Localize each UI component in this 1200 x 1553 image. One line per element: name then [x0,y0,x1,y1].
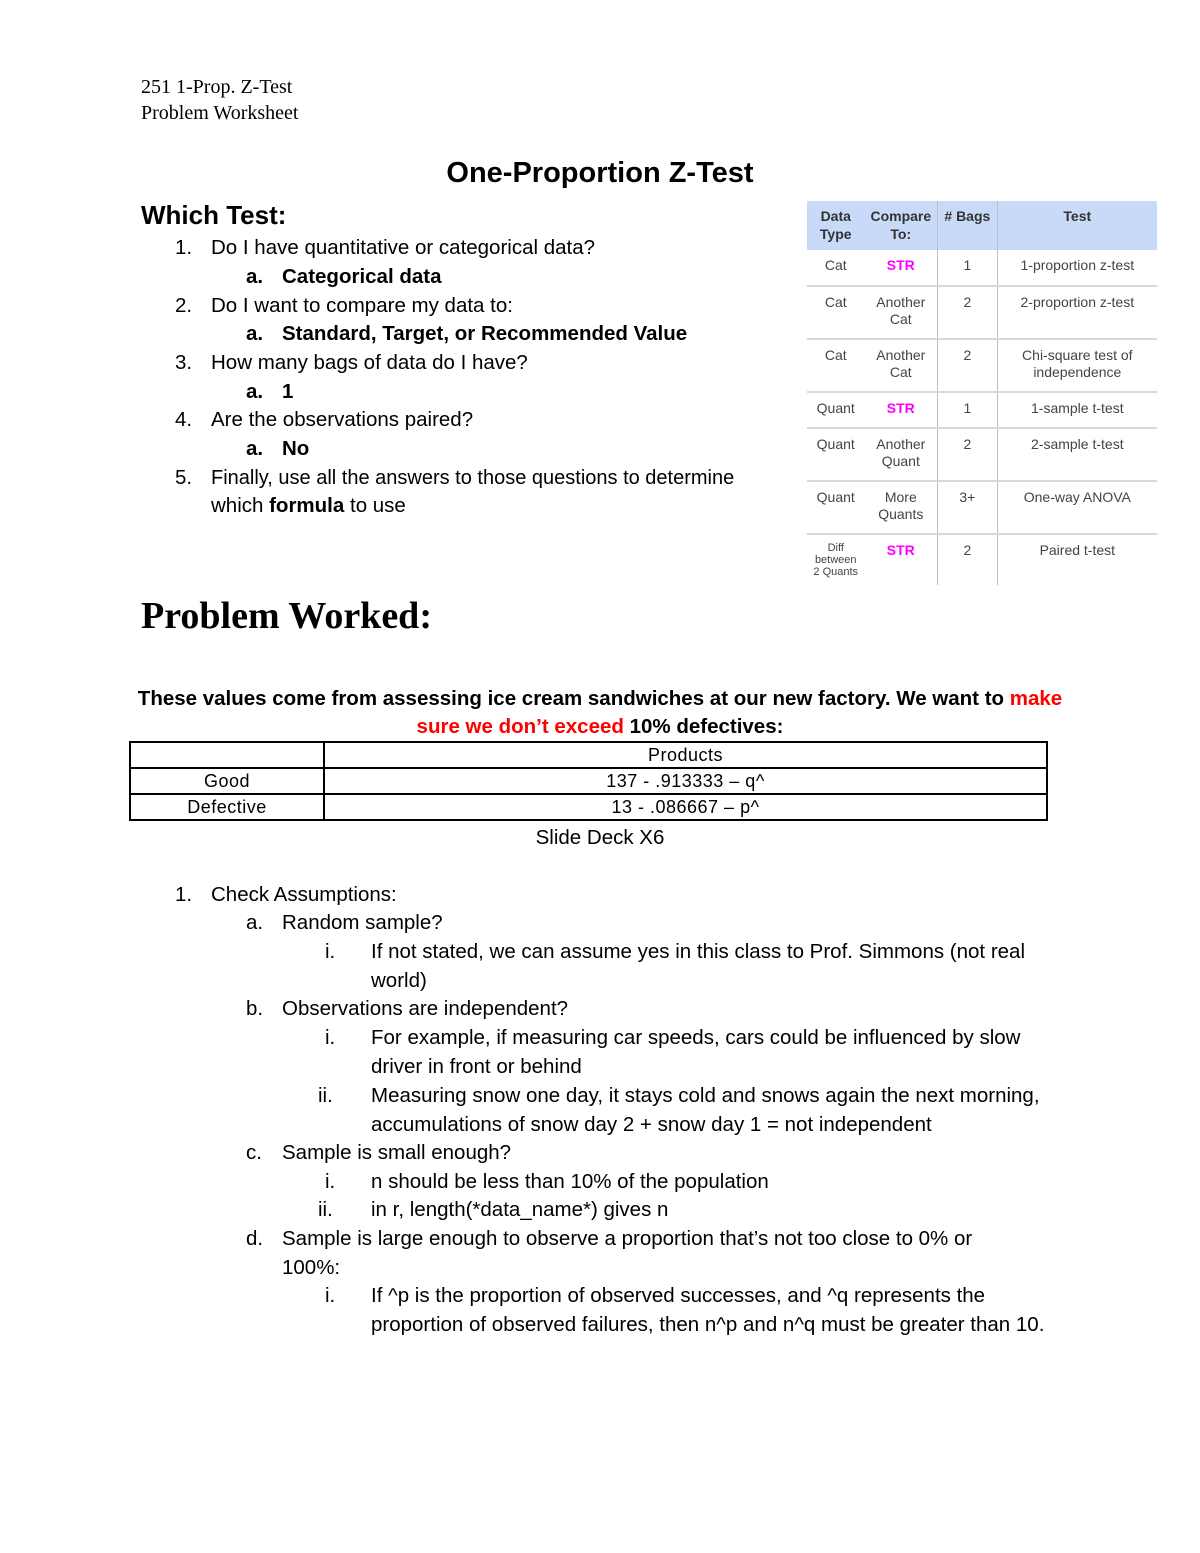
answer-label: a. [246,380,264,403]
item-label: d. [246,1227,264,1250]
item-text: Sample is large enough to observe a proportion that’s not too close to 0% or 100%: [282,1227,973,1279]
answer-text: 1 [282,380,294,403]
intro-highlight: sure we don’t exceed [416,715,624,738]
header-test: Test [997,201,1157,250]
table-row [130,794,1047,820]
cell-bags: 3+ [938,481,998,534]
table-header-row [807,201,1157,250]
subitem-label: i. [325,1170,336,1193]
question-number: 5. [175,466,193,489]
answer-label: a. [246,322,264,345]
table-row [807,250,1157,286]
products-table [129,741,1048,821]
cell-compare: More Quants [864,481,937,534]
cell-bags: 1 [938,392,998,428]
item-label: c. [246,1141,262,1164]
table-row [130,768,1047,794]
cell-data-type: Cat [807,339,864,392]
item-text: Observations are independent? [282,997,569,1020]
cell-data-type: Cat [807,250,864,286]
question-text: Do I have quantitative or categorical data? [211,236,596,259]
products-header-row [130,742,1047,768]
cell-data-type: Cat [807,286,864,339]
subitem-text: If not stated, we can assume yes in this class to Prof. Simmons (not real world) [371,940,1025,992]
item-text: Sample is small enough? [282,1141,512,1164]
subitem-text: For example, if measuring car speeds, cars could be influenced by slow driver in front or behind [371,1026,1021,1078]
question-text: Do I want to compare my data to: [211,294,513,317]
subitem-label: i. [325,940,336,963]
answer-label: a. [246,265,264,288]
intro-line1 [0,685,1200,713]
intro-text: 10% defectives: [623,715,784,738]
question-number: 3. [175,351,193,374]
cell-test: 2-sample t-test [997,428,1157,481]
cell-compare: STR [864,392,937,428]
intro-line2 [0,713,1200,741]
item-label: b. [246,997,264,1020]
cell-test: 2-proportion z-test [997,286,1157,339]
cell-test: 1-sample t-test [997,392,1157,428]
question-number: 4. [175,408,193,431]
cell-test: Paired t-test [1039,542,1116,558]
cell-bags: 1 [938,250,998,286]
final-instruction-line1: Finally, use all the answers to those questions to determine [211,467,735,489]
page-title: One-Proportion Z-Test [446,157,754,189]
cell-compare: Another Quant [864,428,937,481]
document-header [141,74,298,126]
cell-data-type: Quant [807,392,864,428]
empty-header-cell [130,742,324,768]
cell-bags: 2 [938,534,998,585]
final-text-pre: which [211,494,270,517]
subitem-text: in r, length(*data_name*) gives n [371,1198,669,1221]
answer-label: a. [246,437,264,460]
which-test-heading: Which Test: [141,200,287,230]
problem-worked-heading: Problem Worked: [141,595,432,637]
worksheet-subtitle: Problem Worksheet [141,102,299,124]
cell-compare: STR [864,534,937,585]
header-data-type: Data Type [807,201,864,250]
cell-data-type: Quant [807,428,864,481]
intro-highlight: make [1009,687,1063,710]
item-label: a. [246,911,264,934]
question-number: 1. [175,236,193,259]
test-selection-table [807,201,1157,585]
item-text: Random sample? [282,911,443,934]
answer-text: Standard, Target, or Recommended Value [282,322,688,345]
subitem-label: ii. [318,1198,333,1221]
final-instruction-line2 [211,492,406,521]
table-row [807,286,1157,339]
table-row [807,339,1157,392]
cell-compare: STR [864,250,937,286]
cell-test: Chi-square test of independence [997,339,1157,392]
cell-data-type: Quant [807,481,864,534]
subitem-label: i. [325,1026,336,1049]
table-row [807,481,1157,534]
question-text: How many bags of data do I have? [211,351,528,374]
intro-text: These values come from assessing ice cream sandwiches at our new factory. We want to [137,687,1010,710]
cell-bags: 2 [938,339,998,392]
subitem-text: If ^p is the proportion of observed successes, and ^q represents the proportion of observed failures, then n^p and n^q must be greater than 10. [371,1284,1045,1336]
table-row [807,534,1157,585]
cell-bags: 2 [938,286,998,339]
subitem-text: n should be less than 10% of the population [371,1170,769,1193]
answer-text: No [282,437,310,460]
cell-compare: Another Cat [864,286,937,339]
cell-test: One-way ANOVA [997,481,1157,534]
row-label: Defective [130,794,324,820]
question-text: Are the observations paired? [211,408,474,431]
row-value: 137 - .913333 – q^ [324,768,1047,794]
table-caption: Slide Deck X6 [535,826,665,849]
assumptions-heading: Check Assumptions: [211,883,397,906]
row-label: Good [130,768,324,794]
problem-intro [0,685,1200,741]
row-value: 13 - .086667 – p^ [324,794,1047,820]
header-compare-to: Compare To: [864,201,937,250]
question-number: 2. [175,294,193,317]
cell-data-type: Diff between 2 Quants [813,542,859,578]
table-row [807,392,1157,428]
subitem-label: ii. [318,1084,333,1107]
cell-test: 1-proportion z-test [997,250,1157,286]
answer-text: Categorical data [282,265,442,288]
subitem-text: Measuring snow one day, it stays cold and snows again the next morning, accumulations of snow day 2 + snow day 1 = not independent [371,1084,1040,1136]
products-header: Products [324,742,1047,768]
cell-bags: 2 [938,428,998,481]
subitem-label: i. [325,1284,336,1307]
header-bags: # Bags [938,201,998,250]
cell-compare: Another Cat [864,339,937,392]
assumption-number: 1. [175,883,193,906]
final-text-bold: formula [269,494,345,517]
table-row [807,428,1157,481]
final-text-post: to use [344,494,406,517]
course-title: 251 1-Prop. Z-Test [141,76,293,98]
